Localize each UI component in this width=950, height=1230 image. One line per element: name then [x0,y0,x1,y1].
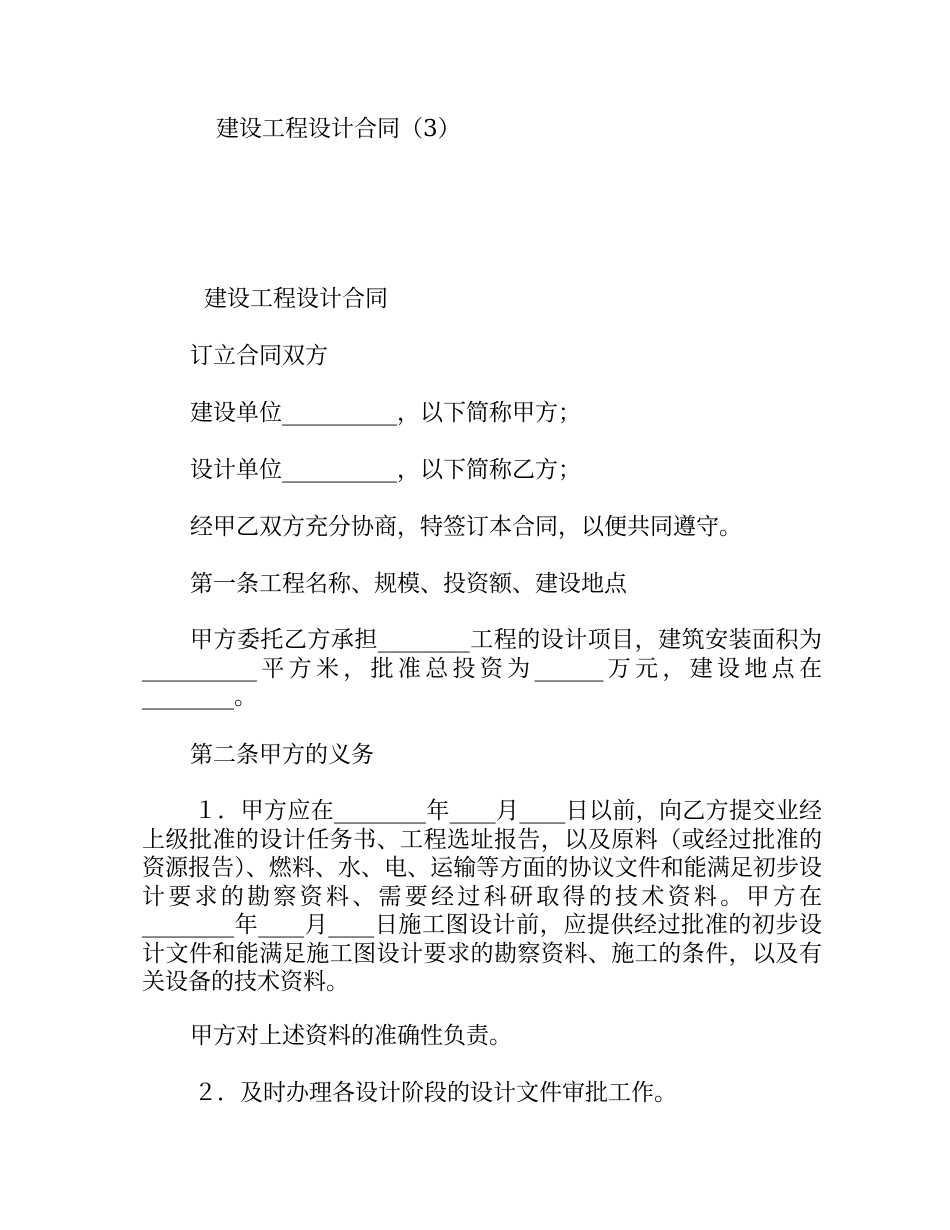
agreement-line: 经甲乙双方充分协商，特签订本合同，以便共同遵守。 [190,514,742,540]
party-b-line: 设计单位__________，以下简称乙方； [190,457,581,483]
article1-title: 第一条工程名称、规模、投资额、建设地点 [190,571,627,597]
contract-heading: 建设工程设计合同 [204,286,388,312]
article1-body: 甲方委托乙方承担________工程的设计项目，建筑安装面积为__________平方米，批准总投资为______万元，建设地点在________。 [142,627,822,710]
article2-item1: １．甲方应在________年____月____日以前，向乙方提交业经上级批准的设计任务书、工程选址报告，以及原料（或经过批准的资源报告）、燃料、水、电、运输等方面的协议文件和能满足初步设计要求的勘察资料、需要经过科研取得的技术资料。甲方在________年____月____日施工图设计前，应提供经过批准的初步设计文件和能满足施工图设计要求的勘察资料、施工的条件，以及有关设备的技术资料。 [142,798,822,995]
article2-note: 甲方对上述资料的准确性负责。 [190,1023,512,1049]
document-title: 建设工程设计合同（3） [216,116,461,142]
article2-title: 第二条甲方的义务 [190,742,374,768]
article2-item2: ２．及时办理各设计阶段的设计文件审批工作。 [194,1080,677,1106]
parties-heading: 订立合同双方 [190,343,328,369]
party-a-line: 建设单位__________，以下简称甲方； [190,400,581,426]
